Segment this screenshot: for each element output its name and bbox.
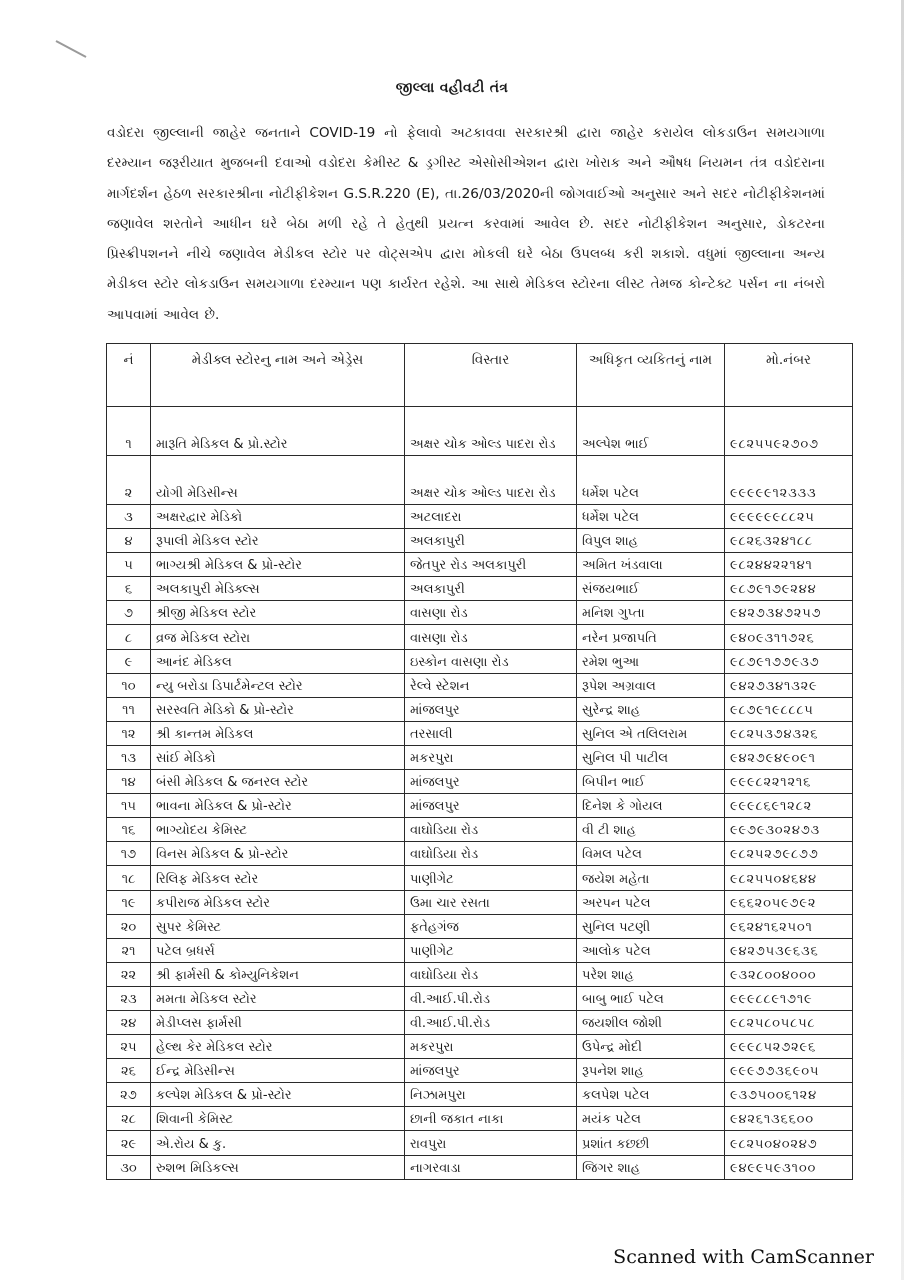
- cell-person: જયેશ મહેતા: [577, 866, 725, 890]
- cell-no: ૯: [107, 649, 151, 673]
- cell-person: આલોક પટેલ: [577, 938, 725, 962]
- table-row: [107, 601, 853, 625]
- cell-area: ફતેહગંજ: [405, 914, 577, 938]
- cell-person: બિપીન ભાઈ: [577, 770, 725, 794]
- table-row: [107, 794, 853, 818]
- cell-area: અક્ષર ચોક ઓલ્ડ પાદરા રોડ: [405, 456, 577, 505]
- table-row: [107, 890, 853, 914]
- cell-no: ૩: [107, 505, 151, 529]
- cell-area: ઉમા ચાર રસતા: [405, 890, 577, 914]
- cell-no: ૩૦: [107, 1155, 151, 1179]
- table-row: [107, 1131, 853, 1155]
- cell-phone: ૯૮૨૬૩૨૪૧૮૮: [725, 529, 853, 553]
- cell-no: ૪: [107, 529, 151, 553]
- cell-area: નિઝામપુરા: [405, 1083, 577, 1107]
- cell-no: ૨૨: [107, 962, 151, 986]
- cell-person: અરપન પટેલ: [577, 890, 725, 914]
- cell-person: વી ટી શાહ: [577, 818, 725, 842]
- cell-area: મકરપુરા: [405, 745, 577, 769]
- cell-no: ૧૧: [107, 697, 151, 721]
- cell-no: ૫: [107, 553, 151, 577]
- cell-no: ૭: [107, 601, 151, 625]
- cell-phone: ૯૮૨૫૮૦૫૮૫૮: [725, 1010, 853, 1034]
- camscanner-watermark: Scanned with CamScanner: [613, 1246, 874, 1268]
- cell-phone: ૯૪૯૯૫૯૩૧૦૦: [725, 1155, 853, 1179]
- cell-phone: ૯૯૯૮૨૨૧૨૧૬: [725, 770, 853, 794]
- cell-area: વાઘોડિયા રોડ: [405, 842, 577, 866]
- cell-area: અલકાપુરી: [405, 529, 577, 553]
- table-row: [107, 914, 853, 938]
- cell-area: અક્ષર ચોક ઓલ્ડ પાદરા રોડ: [405, 407, 577, 456]
- cell-phone: ૯૮૨૪૪૨૨૧૪૧: [725, 553, 853, 577]
- cell-person: પરેશ શાહ: [577, 962, 725, 986]
- cell-phone: ૯૪૨૬૧૩૬૬૦૦: [725, 1107, 853, 1131]
- cell-person: રૂપેશ અગ્રવાલ: [577, 673, 725, 697]
- cell-area: વાસણા રોડ: [405, 625, 577, 649]
- cell-person: સુરેન્દ્ર શાહ: [577, 697, 725, 721]
- cell-area: વી.આઈ.પી.રોડ: [405, 986, 577, 1010]
- cell-person: મનિશ ગુપ્તા: [577, 601, 725, 625]
- cell-person: સુનિલ પટણી: [577, 914, 725, 938]
- cell-area: જેતપુર રોડ અલકાપુરી: [405, 553, 577, 577]
- cell-person: મયંક પટેલ: [577, 1107, 725, 1131]
- cell-area: તરસાલી: [405, 721, 577, 745]
- cell-no: ૨૩: [107, 986, 151, 1010]
- cell-store-name: શ્રી ફાર્મસી & કોમ્યુનિકેશન: [151, 962, 405, 986]
- cell-person: કલપેશ પટેલ: [577, 1083, 725, 1107]
- cell-store-name: અક્ષરદ્વાર મેડિકો: [151, 505, 405, 529]
- cell-no: ૮: [107, 625, 151, 649]
- cell-store-name: સાંઈ મેડિકો: [151, 745, 405, 769]
- cell-area: પાણીગેટ: [405, 866, 577, 890]
- cell-person: સુનિલ એ તલિલરામ: [577, 721, 725, 745]
- cell-store-name: ભાવના મેડિકલ & પ્રો-સ્ટોર: [151, 794, 405, 818]
- cell-phone: ૯૯૭૯૩૦૨૪૭૩: [725, 818, 853, 842]
- cell-store-name: અલકાપુરી મેડિક્લ્સ: [151, 577, 405, 601]
- cell-person: રૂપનેશ શાહ: [577, 1059, 725, 1083]
- table-row: [107, 577, 853, 601]
- cell-phone: ૯૮૨૫૫૯૨૭૦૭: [725, 407, 853, 456]
- cell-phone: ૯૮૨૫૩૭૪૩૨૬: [725, 721, 853, 745]
- table-row: [107, 986, 853, 1010]
- cell-store-name: ભાગ્યશ્રી મેડિકલ & પ્રો-સ્ટોર: [151, 553, 405, 577]
- cell-area: મકરપુરા: [405, 1035, 577, 1059]
- header-person: અધિકૃત વ્યકિતનું નામ: [577, 344, 725, 407]
- table-row: [107, 673, 853, 697]
- table-header-row: [107, 344, 853, 407]
- cell-area: માંજલપુર: [405, 770, 577, 794]
- cell-person: પ્રશાંત કછછી: [577, 1131, 725, 1155]
- medical-store-table: [106, 343, 853, 1180]
- cell-store-name: સુપર કેમિસ્ટ: [151, 914, 405, 938]
- cell-phone: ૯૬૬૨૦૫૯૭૯૨: [725, 890, 853, 914]
- cell-person: વિપુલ શાહ: [577, 529, 725, 553]
- intro-paragraph: વડોદરા જીલ્લાની જાહેર જનતાને COVID-19 નો ફેલાવો અટકાવવા સરકારશ્રી દ્વારા જાહેર કરાયેલ લોકડાઉન સમયગાળા દરમ્યાન જરૂરીયાત મુજબની દવાઓ વડોદરા કેમીસ્ટ & ડ્રગીસ્ટ એસોસીએશન દ્વારા ખોરાક અને ઔષધ નિયમન તંત્ર વડોદરાના માર્ગદર્શન હેઠળ સરકારશ્રીના નોટીફીકેશન G.S.R.220 (E), તા.26/03/2020ની જોગવાઈઓ અનુસાર અને સદર નોટીફીકેશનમાં જણાવેલ શરતોને આધીન ઘરે બેઠા મળી રહે તે હેતુથી પ્રયત્ન કરવામાં આવેલ છે. સદર નોટીફીકેશન અનુસાર, ડોકટરના પ્રિસ્ક્રીપશનને નીચે જણાવેલ મેડીકલ સ્ટોર પર વોટ્સએપ દ્વારા મોકલી ઘરે બેઠા ઉપલબ્ધ કરી શકાશે. વધુમાં જીલ્લાના અન્ય મેડીકલ સ્ટોર લોકડાઉન સમયગાળા દરમ્યાન પણ કાર્યરત રહેશે. આ સાથે મેડિકલ સ્ટોરના લીસ્ટ તેમજ કોન્ટેક્ટ પર્સન ના નંબરો આપવામાં આવેલ છે.: [107, 125, 825, 323]
- cell-person: જયશીલ જોશી: [577, 1010, 725, 1034]
- cell-phone: ૯૯૯૯૯૧૨૩૩૩: [725, 456, 853, 505]
- header-phone: મો.નંબર: [725, 344, 853, 407]
- cell-person: ધર્મેશ પટેલ: [577, 505, 725, 529]
- header-no: નં: [107, 344, 151, 407]
- cell-store-name: કલ્પેશ મેડિકલ & પ્રો-સ્ટોર: [151, 1083, 405, 1107]
- cell-no: ૨૭: [107, 1083, 151, 1107]
- cell-no: ૧૪: [107, 770, 151, 794]
- table-row: [107, 842, 853, 866]
- cell-no: ૨૫: [107, 1035, 151, 1059]
- cell-area: અલકાપુરી: [405, 577, 577, 601]
- cell-store-name: રિલિફ મેડિકલ સ્ટોર: [151, 866, 405, 890]
- cell-phone: ૯૮૭૯૧૭૯૨૪૪: [725, 577, 853, 601]
- cell-phone: ૯૪૨૭૫૩૯૬૩૬: [725, 938, 853, 962]
- cell-store-name: રુશભ મિડિકલ્સ: [151, 1155, 405, 1179]
- cell-no: ૧૩: [107, 745, 151, 769]
- cell-no: ૧૨: [107, 721, 151, 745]
- cell-no: ૨૬: [107, 1059, 151, 1083]
- cell-area: રાવપુરા: [405, 1131, 577, 1155]
- table-body: [107, 407, 853, 1180]
- cell-store-name: ન્યુ બરોડા ડિપાર્ટમેન્ટલ સ્ટોર: [151, 673, 405, 697]
- cell-store-name: વિનસ મેડિકલ & પ્રો-સ્ટોર: [151, 842, 405, 866]
- cell-no: ૧૦: [107, 673, 151, 697]
- cell-phone: ૯૮૨૫૫૦૪૬૪૪: [725, 866, 853, 890]
- cell-person: અલ્પેશ ભાઈ: [577, 407, 725, 456]
- cell-store-name: મારૂતિ મેડિકલ & પ્રો.સ્ટોર: [151, 407, 405, 456]
- cell-phone: ૯૩૭૫૦૦૬૧૨૪: [725, 1083, 853, 1107]
- table-row: [107, 697, 853, 721]
- cell-store-name: ઈન્દ્ર મેડિસીન્સ: [151, 1059, 405, 1083]
- table-row: [107, 505, 853, 529]
- cell-no: ૧૬: [107, 818, 151, 842]
- cell-area: છાની જકાત નાકા: [405, 1107, 577, 1131]
- cell-person: વિમલ પટેલ: [577, 842, 725, 866]
- cell-person: દિનેશ કે ગોયલ: [577, 794, 725, 818]
- table-row: [107, 1059, 853, 1083]
- document-title: જીલ્લા વહીવટી તંત્ર: [395, 80, 509, 96]
- cell-no: ૨૧: [107, 938, 151, 962]
- cell-area: વી.આઈ.પી.રોડ: [405, 1010, 577, 1034]
- cell-person: ધર્મેશ પટેલ: [577, 456, 725, 505]
- cell-phone: ૯૯૯૯૯૯૮૮૨૫: [725, 505, 853, 529]
- table-row: [107, 407, 853, 456]
- cell-store-name: હેલ્થ કેર મેડિકલ સ્ટોર: [151, 1035, 405, 1059]
- cell-phone: ૯૯૯૭૭૩૬૯૦૫: [725, 1059, 853, 1083]
- cell-store-name: આનંદ મેડિકલ: [151, 649, 405, 673]
- cell-no: ૧: [107, 407, 151, 456]
- cell-store-name: મેડીપ્લસ ફાર્મસી: [151, 1010, 405, 1034]
- cell-person: બાબુ ભાઈ પટેલ: [577, 986, 725, 1010]
- cell-area: પાણીગેટ: [405, 938, 577, 962]
- cell-person: અમિત ખંડવાલા: [577, 553, 725, 577]
- cell-area: માંજલપુર: [405, 697, 577, 721]
- cell-store-name: એ.રોય & કુ.: [151, 1131, 405, 1155]
- cell-phone: ૯૪૦૯૩૧૧૭૨૬: [725, 625, 853, 649]
- cell-area: વાઘોડિયા રોડ: [405, 818, 577, 842]
- cell-area: વાઘોડિયા રોડ: [405, 962, 577, 986]
- cell-store-name: પટેલ બ્રધર્સ: [151, 938, 405, 962]
- table-row: [107, 529, 853, 553]
- table-row: [107, 1155, 853, 1179]
- cell-no: ૧૫: [107, 794, 151, 818]
- table-row: [107, 866, 853, 890]
- table-row: [107, 625, 853, 649]
- cell-phone: ૯૯૯૮૬૯૧૨૮૨: [725, 794, 853, 818]
- cell-person: સંજયભાઈ: [577, 577, 725, 601]
- cell-no: ૨: [107, 456, 151, 505]
- cell-no: ૨૦: [107, 914, 151, 938]
- cell-phone: ૯૯૯૮૮૯૧૭૧૯: [725, 986, 853, 1010]
- cell-area: રેલ્વે સ્ટેશન: [405, 673, 577, 697]
- cell-no: ૧૯: [107, 890, 151, 914]
- cell-area: માંજલપુર: [405, 1059, 577, 1083]
- cell-store-name: શ્રીજી મેડિકલ સ્ટોર: [151, 601, 405, 625]
- cell-phone: ૯૬૨૪૧૬૨૫૦૧: [725, 914, 853, 938]
- cell-phone: ૯૮૭૯૧૯૮૮૮૫: [725, 697, 853, 721]
- cell-store-name: કપીરાજ મેડિકલ સ્ટોર: [151, 890, 405, 914]
- cell-store-name: શ્રી કાન્તમ મેડિકલ: [151, 721, 405, 745]
- cell-store-name: સરસ્વતિ મેડિકો & પ્રો-સ્ટોર: [151, 697, 405, 721]
- table-row: [107, 721, 853, 745]
- cell-phone: ૯૮૨૫૨૭૯૮૭૭: [725, 842, 853, 866]
- cell-area: માંજલપુર: [405, 794, 577, 818]
- scan-pen-mark: [56, 40, 87, 58]
- cell-no: ૬: [107, 577, 151, 601]
- cell-store-name: ભાગ્યોદય કેમિસ્ટ: [151, 818, 405, 842]
- cell-no: ૨૪: [107, 1010, 151, 1034]
- cell-person: સુનિલ પી પાટીલ: [577, 745, 725, 769]
- cell-store-name: મમતા મેડિકલ સ્ટોર: [151, 986, 405, 1010]
- cell-area: અટલાદરા: [405, 505, 577, 529]
- cell-area: વાસણા રોડ: [405, 601, 577, 625]
- header-store: મેડીક્લ સ્ટોરનુ નામ અને એડ્રેસ: [151, 344, 405, 407]
- header-area: વિસ્તાર: [405, 344, 577, 407]
- cell-store-name: વ્રજ મેડિકલ સ્ટોરા: [151, 625, 405, 649]
- table-row: [107, 1083, 853, 1107]
- table-row: [107, 745, 853, 769]
- cell-store-name: રૂપાલી મેડિકલ સ્ટોર: [151, 529, 405, 553]
- cell-no: ૨૯: [107, 1131, 151, 1155]
- cell-no: ૧૮: [107, 866, 151, 890]
- cell-person: જિગર શાહ: [577, 1155, 725, 1179]
- table-row: [107, 770, 853, 794]
- cell-store-name: શિવાની કેમિસ્ટ: [151, 1107, 405, 1131]
- table-row: [107, 1035, 853, 1059]
- cell-area: નાગરવાડા: [405, 1155, 577, 1179]
- table-row: [107, 1010, 853, 1034]
- cell-no: ૧૭: [107, 842, 151, 866]
- cell-phone: ૯૪૨૭૩૪૧૩૨૯: [725, 673, 853, 697]
- table-row: [107, 553, 853, 577]
- cell-phone: ૯૮૭૯૧૭૭૯૩૭: [725, 649, 853, 673]
- table-row: [107, 962, 853, 986]
- table-row: [107, 456, 853, 505]
- cell-phone: ૯૪૨૭૩૪૭૨૫૭: [725, 601, 853, 625]
- cell-phone: ૯૩૨૮૦૦૪૦૦૦: [725, 962, 853, 986]
- cell-phone: ૯૮૨૫૦૪૦૨૪૭: [725, 1131, 853, 1155]
- cell-person: રમેશ ભુઆ: [577, 649, 725, 673]
- cell-store-name: બંસી મેડિકલ & જનરલ સ્ટોર: [151, 770, 405, 794]
- table-row: [107, 818, 853, 842]
- cell-area: ઇસ્કોન વાસણા રોડ: [405, 649, 577, 673]
- cell-phone: ૯૯૯૮૫૨૭૨૯૬: [725, 1035, 853, 1059]
- table-row: [107, 649, 853, 673]
- cell-person: ઉપેન્દ્ર મોદી: [577, 1035, 725, 1059]
- cell-no: ૨૮: [107, 1107, 151, 1131]
- cell-store-name: યોગી મેડિસીન્સ: [151, 456, 405, 505]
- table-row: [107, 938, 853, 962]
- cell-phone: ૯૪૨૭૯૪૯૦૯૧: [725, 745, 853, 769]
- table-row: [107, 1107, 853, 1131]
- cell-person: નરેન પ્રજાપતિ: [577, 625, 725, 649]
